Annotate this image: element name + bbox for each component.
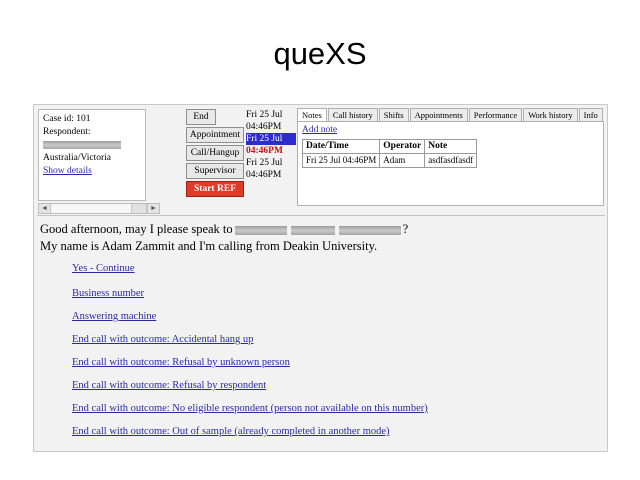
call-info-box [38,109,146,201]
info-tabs-area [297,108,604,208]
script-line-1 [40,221,600,238]
call-hangup-button[interactable]: Call/Hangup [186,145,244,161]
respondent-value-redacted [43,139,141,152]
timestamp-date-2: Fri 25 Jul [246,133,296,145]
notes-tab-panel [297,121,604,206]
link-answering-machine[interactable]: Answering machine [72,311,157,322]
scroll-left-arrow-icon[interactable]: ◄ [39,204,51,213]
note-operator: Adam [380,154,425,168]
link-out-of-sample[interactable]: End call with outcome: Out of sample (already completed in another mode) [72,426,390,437]
tab-work-history[interactable]: Work history [523,108,577,121]
quexs-call-panel [33,104,608,452]
link-accidental-hangup[interactable]: End call with outcome: Accidental hang up [72,334,254,345]
panel-divider [37,215,605,216]
timestamp-time-2: 04:46PM [246,146,283,156]
outcome-link-list [72,263,592,449]
redaction-bar [235,226,287,235]
timestamp-date-1: Fri 25 Jul [246,110,283,120]
notes-table-header-row [303,140,477,154]
timestamp-time-3: 04:46PM [246,170,282,180]
table-row [303,154,477,168]
scroll-right-arrow-icon[interactable]: ► [147,204,159,213]
link-no-eligible-respondent[interactable]: End call with outcome: No eligible respondent (person not available on this number) [72,403,428,414]
notes-col-datetime: Date/Time [303,140,380,154]
notes-col-note: Note [425,140,477,154]
tab-performance[interactable]: Performance [469,108,522,121]
end-button[interactable]: End [186,109,216,125]
respondent-label: Respondent: [43,127,91,137]
horizontal-scrollbar[interactable] [38,203,160,214]
tab-shifts[interactable]: Shifts [379,108,409,121]
scrollbar-thumb[interactable] [131,204,147,213]
link-yes-continue[interactable]: Yes - Continue [72,263,135,274]
notes-col-operator: Operator [380,140,425,154]
redaction-bar [339,226,401,235]
scrollbar-track[interactable] [51,204,131,213]
notes-table [302,139,477,168]
link-business-number[interactable]: Business number [72,288,145,299]
interview-script [40,221,600,255]
tab-call-history[interactable]: Call history [328,108,378,121]
note-text: asdfasdfasdf [425,154,477,168]
redaction-bar [43,141,121,149]
tab-notes[interactable]: Notes [297,108,327,121]
page-title: queXS [273,36,367,71]
link-refusal-by-respondent[interactable]: End call with outcome: Refusal by respondent [72,380,267,391]
script-line-1-text: Good afternoon, may I please speak to [40,222,233,236]
timestamp-date-3: Fri 25 Jul [246,158,283,168]
show-details-link[interactable]: Show details [43,166,92,177]
link-refusal-unknown-person[interactable]: End call with outcome: Refusal by unknown person [72,357,290,368]
note-datetime: Fri 25 Jul 04:46PM [303,154,380,168]
script-line-1-suffix: ? [402,222,409,236]
case-id-label: Case id: 101 [43,114,91,124]
appointment-button[interactable]: Appointment [186,127,244,143]
call-action-buttons [186,109,244,199]
supervisor-button[interactable]: Supervisor [186,163,244,179]
timestamp-time-1: 04:46PM [246,122,282,132]
tabstrip [297,108,604,121]
script-line-2: My name is Adam Zammit and I'm calling from Deakin University. [40,239,378,253]
respondent-location: Australia/Victoria [43,153,112,164]
add-note-link[interactable]: Add note [302,125,338,135]
redaction-bar [291,226,335,235]
call-timestamps [246,109,296,181]
tab-appointments[interactable]: Appointments [410,108,468,121]
tab-info[interactable]: Info [579,108,603,121]
start-ref-button[interactable]: Start REF [186,181,244,197]
